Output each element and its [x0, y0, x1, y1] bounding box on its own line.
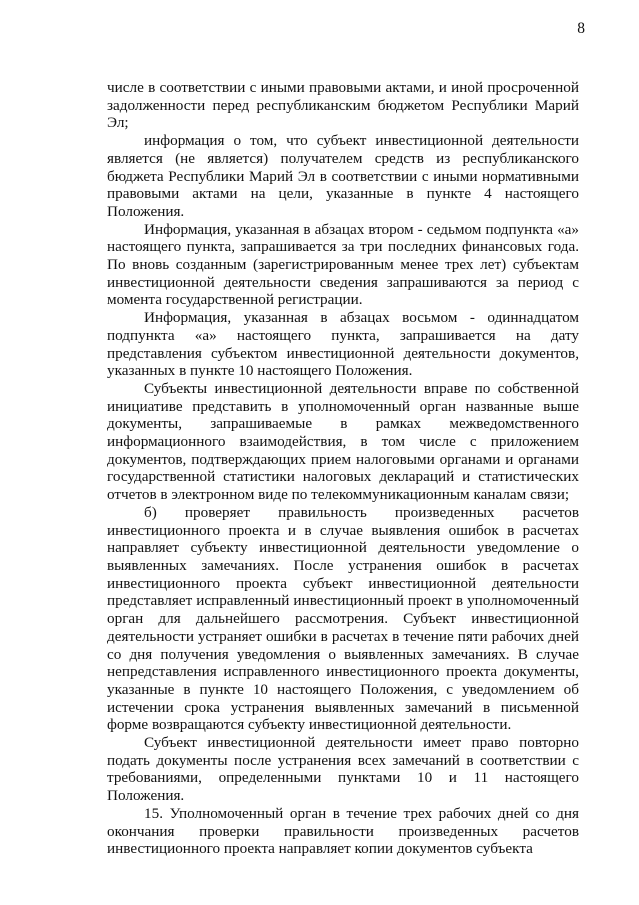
document-body [107, 79, 579, 858]
paragraph-3: Информация, указанная в абзацах втором - седьмом подпункта «а» настоящего пункта, запрашивается за три последних финансовых года. По вновь созданным (зарегистрированным менее трех лет) субъектам инвестиционной деятельности сведения запрашиваются за период с момента государственной регистрации. [107, 220, 579, 309]
paragraph-2: информация о том, что субъект инвестиционной деятельности является (не является) получателем средств из республиканского бюджета Республики Марий Эл в соответствии с иными нормативными правовыми актами на цели, указанные в пункте 4 настоящего Положения. [107, 132, 579, 220]
paragraph-4: Информация, указанная в абзацах восьмом - одиннадцатом подпункта «а» настоящего пункта, запрашивается на дату представления субъектом инвестиционной деятельности документов, указанных в пункте 10 настоящего Положения. [107, 309, 579, 380]
paragraph-7: Субъект инвестиционной деятельности имеет право повторно подать документы после устранения всех замечаний в соответствии с требованиями, определенными пунктами 10 и 11 настоящего Положения. [107, 734, 579, 805]
paragraph-8: 15. Уполномоченный орган в течение трех рабочих дней со дня окончания проверки правильности произведенных расчетов инвестиционного проекта направляет копии документов субъекта [107, 804, 579, 858]
paragraph-1: числе в соответствии с иными правовыми актами, и иной просроченной задолженности перед республиканским бюджетом Республики Марий Эл; [107, 79, 579, 132]
paragraph-6: б) проверяет правильность произведенных расчетов инвестиционного проекта и в случае выявления ошибок в расчетах направляет субъекту инвестиционной деятельности уведомление о выявленных замечаниях. После устранения ошибок в расчетах инвестиционного проекта субъект инвестиционной деятельности представляет исправленный инвестиционный проект в уполномоченный орган для дальнейшего рассмотрения. Субъект инвестиционной деятельности устраняет ошибки в расчетах в течение пяти рабочих дней со дня получения уведомления о выявленных замечаниях. В случае непредставления исправленного инвестиционного проекта документы, указанные в пункте 10 настоящего Положения, с уведомлением об истечении срока устранения выявленных замечаний в письменной форме возвращаются субъекту инвестиционной деятельности. [107, 503, 579, 734]
paragraph-5: Субъекты инвестиционной деятельности вправе по собственной инициативе представить в уполномоченный орган названные выше документы, запрашиваемые в рамках межведомственного информационного взаимодействия, в том числе с приложением документов, подтверждающих прием налоговыми органами и органами государственной статистики налоговых деклараций и статистических отчетов в электронном виде по телекоммуникационным каналам связи; [107, 379, 579, 504]
page-number: 8 [577, 20, 585, 37]
